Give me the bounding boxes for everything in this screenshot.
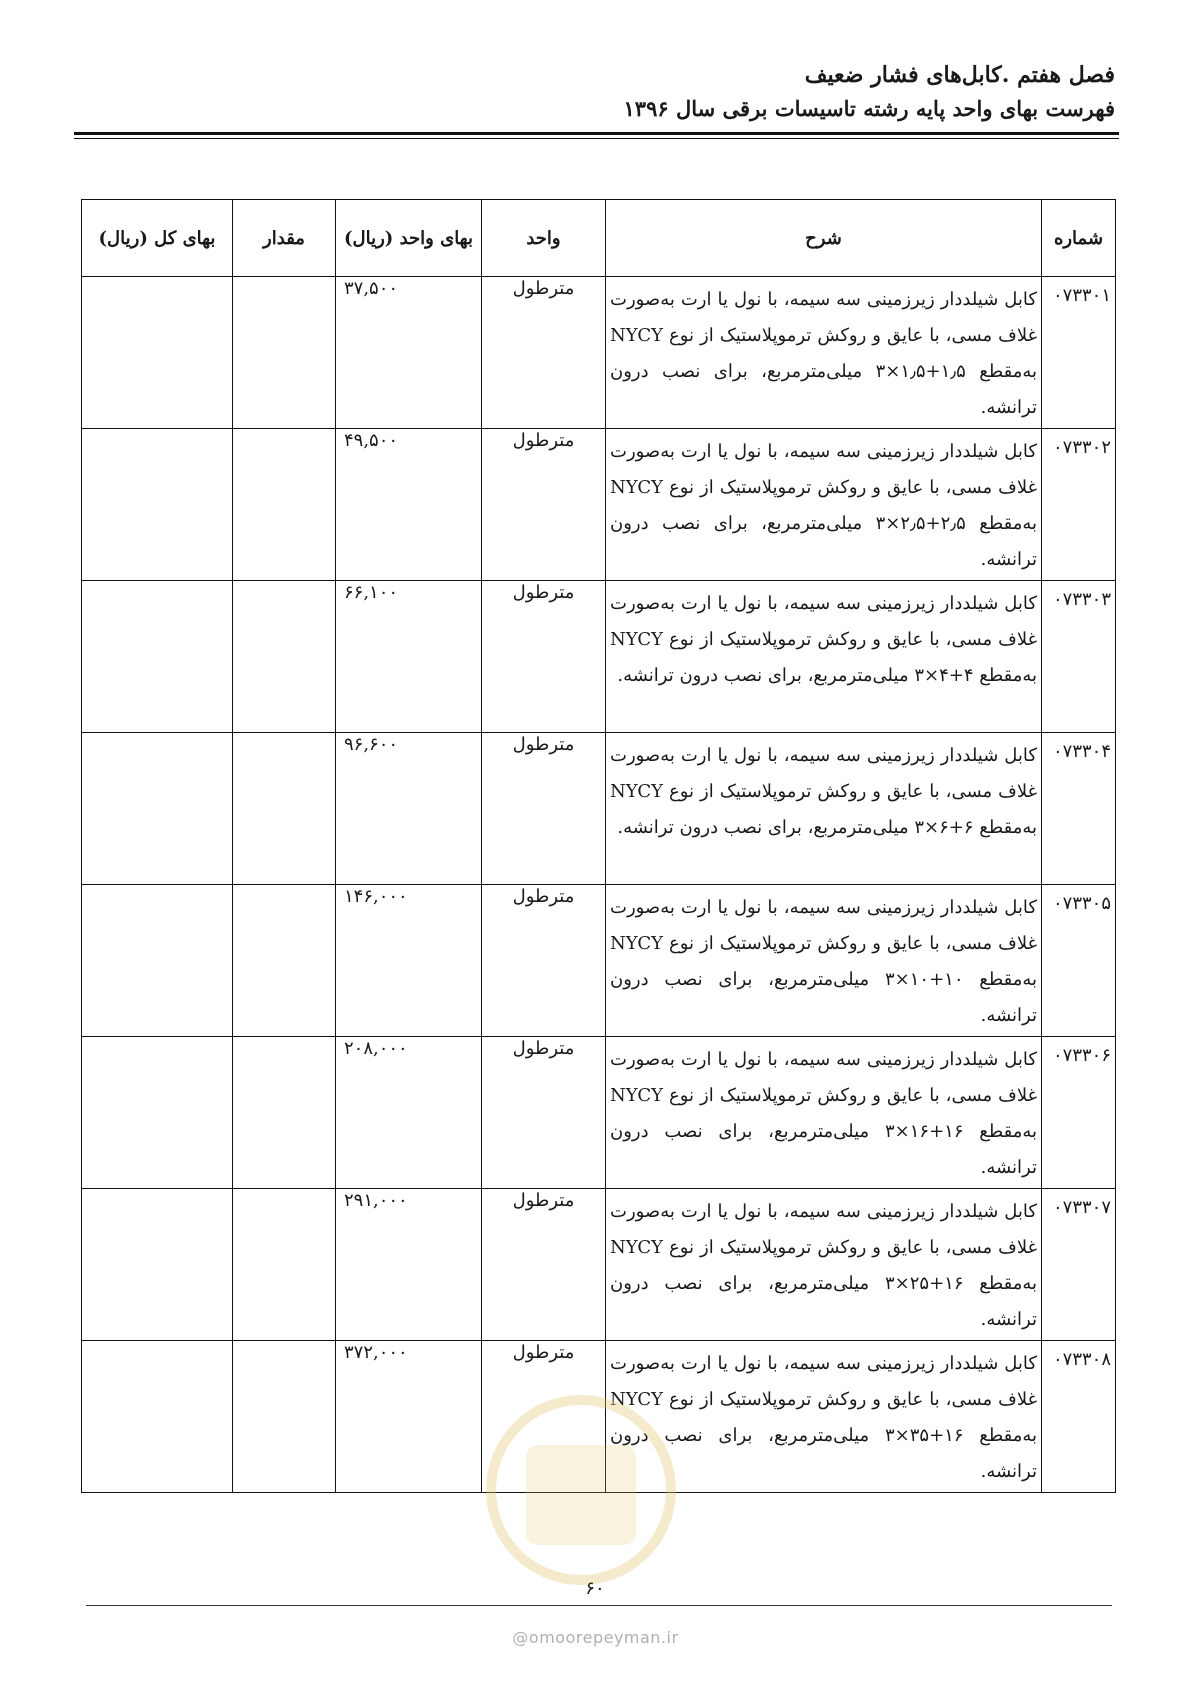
row-quantity — [233, 277, 336, 429]
row-total — [82, 581, 233, 733]
table-row — [82, 581, 1116, 733]
website-watermark: @omoorepeyman.ir — [512, 1628, 679, 1647]
row-description: کابل شیلددار زیرزمینی سه سیمه، با نول یا ارت به‌صورت غلاف مسی، با عایق و روکش ترموپلاستیک از نوع NYCY به‌مقطع ۱٫۵+۱٫۵×۳ میلی‌مترمربع، برای نصب درون ترانشه. — [606, 277, 1042, 429]
row-number: ۰۷۳۳۰۱ — [1042, 277, 1116, 429]
page-number: ۶۰ — [585, 1578, 605, 1599]
header-unit: واحد — [482, 200, 606, 277]
header-number: شماره — [1042, 200, 1116, 277]
row-quantity — [233, 1037, 336, 1189]
row-description: کابل شیلددار زیرزمینی سه سیمه، با نول یا ارت به‌صورت غلاف مسی، با عایق و روکش ترموپلاستیک از نوع NYCY به‌مقطع ۲٫۵+۲٫۵×۳ میلی‌مترمربع، برای نصب درون ترانشه. — [606, 429, 1042, 581]
row-description: کابل شیلددار زیرزمینی سه سیمه، با نول یا ارت به‌صورت غلاف مسی، با عایق و روکش ترموپلاستیک از نوع NYCY به‌مقطع ۱۶+۲۵×۳ میلی‌مترمربع، برای نصب درون ترانشه. — [606, 1189, 1042, 1341]
row-unit-price: ۲۰۸,۰۰۰ — [336, 1037, 482, 1189]
row-unit: مترطول — [482, 1341, 606, 1493]
row-description: کابل شیلددار زیرزمینی سه سیمه، با نول یا ارت به‌صورت غلاف مسی، با عایق و روکش ترموپلاستیک از نوع NYCY به‌مقطع ۱۶+۱۶×۳ میلی‌مترمربع، برای نصب درون ترانشه. — [606, 1037, 1042, 1189]
price-list-table — [81, 199, 1116, 1493]
row-total — [82, 277, 233, 429]
row-quantity — [233, 581, 336, 733]
row-quantity — [233, 429, 336, 581]
row-unit: مترطول — [482, 885, 606, 1037]
row-total — [82, 885, 233, 1037]
table-row — [82, 733, 1116, 885]
row-quantity — [233, 1341, 336, 1493]
header-rule-thin — [74, 138, 1119, 139]
header-total: بهای کل (ریال) — [82, 200, 233, 277]
row-unit-price: ۹۶,۶۰۰ — [336, 733, 482, 885]
row-number: ۰۷۳۳۰۶ — [1042, 1037, 1116, 1189]
row-unit: مترطول — [482, 277, 606, 429]
row-total — [82, 1189, 233, 1341]
watermark-building-icon — [526, 1445, 636, 1545]
header-description: شرح — [606, 200, 1042, 277]
row-total — [82, 429, 233, 581]
row-number: ۰۷۳۳۰۵ — [1042, 885, 1116, 1037]
row-unit: مترطول — [482, 1037, 606, 1189]
row-quantity — [233, 733, 336, 885]
row-unit-price: ۴۹,۵۰۰ — [336, 429, 482, 581]
watermark-seal-icon — [486, 1395, 676, 1585]
page-header — [55, 58, 1115, 126]
table-row — [82, 429, 1116, 581]
row-unit-price: ۶۶,۱۰۰ — [336, 581, 482, 733]
footer-rule — [86, 1605, 1112, 1606]
row-total — [82, 1037, 233, 1189]
header-rule-thick — [74, 132, 1119, 135]
table-row — [82, 1037, 1116, 1189]
header-unit-price: بهای واحد (ریال) — [336, 200, 482, 277]
table-row — [82, 885, 1116, 1037]
row-quantity — [233, 1189, 336, 1341]
row-total — [82, 733, 233, 885]
header-quantity: مقدار — [233, 200, 336, 277]
row-number: ۰۷۳۳۰۴ — [1042, 733, 1116, 885]
row-description: کابل شیلددار زیرزمینی سه سیمه، با نول یا ارت به‌صورت غلاف مسی، با عایق و روکش ترموپلاستیک از نوع NYCY به‌مقطع ۶+۶×۳ میلی‌مترمربع، برای نصب درون ترانشه. — [606, 733, 1042, 885]
row-number: ۰۷۳۳۰۳ — [1042, 581, 1116, 733]
row-number: ۰۷۳۳۰۲ — [1042, 429, 1116, 581]
row-unit-price: ۳۷,۵۰۰ — [336, 277, 482, 429]
row-number: ۰۷۳۳۰۷ — [1042, 1189, 1116, 1341]
row-description: کابل شیلددار زیرزمینی سه سیمه، با نول یا ارت به‌صورت غلاف مسی، با عایق و روکش ترموپلاستیک از نوع NYCY به‌مقطع ۴+۴×۳ میلی‌مترمربع، برای نصب درون ترانشه. — [606, 581, 1042, 733]
row-unit: مترطول — [482, 581, 606, 733]
row-description: کابل شیلددار زیرزمینی سه سیمه، با نول یا ارت به‌صورت غلاف مسی، با عایق و روکش ترموپلاستیک از نوع NYCY به‌مقطع ۱۶+۳۵×۳ میلی‌مترمربع، برای نصب درون ترانشه. — [606, 1341, 1042, 1493]
row-quantity — [233, 885, 336, 1037]
row-unit-price: ۳۷۲,۰۰۰ — [336, 1341, 482, 1493]
chapter-title: فصل هفتم .کابل‌های فشار ضعیف — [804, 62, 1115, 88]
row-unit: مترطول — [482, 429, 606, 581]
row-unit-price: ۲۹۱,۰۰۰ — [336, 1189, 482, 1341]
row-number: ۰۷۳۳۰۸ — [1042, 1341, 1116, 1493]
table-row — [82, 1189, 1116, 1341]
table-row — [82, 277, 1116, 429]
row-description: کابل شیلددار زیرزمینی سه سیمه، با نول یا ارت به‌صورت غلاف مسی، با عایق و روکش ترموپلاستیک از نوع NYCY به‌مقطع ۱۰+۱۰×۳ میلی‌مترمربع، برای نصب درون ترانشه. — [606, 885, 1042, 1037]
table-header-row — [82, 200, 1116, 277]
row-unit-price: ۱۴۶,۰۰۰ — [336, 885, 482, 1037]
row-unit: مترطول — [482, 1189, 606, 1341]
document-subtitle: فهرست بهای واحد پایه رشته تاسیسات برقی سال ۱۳۹۶ — [623, 96, 1115, 121]
row-total — [82, 1341, 233, 1493]
row-unit: مترطول — [482, 733, 606, 885]
